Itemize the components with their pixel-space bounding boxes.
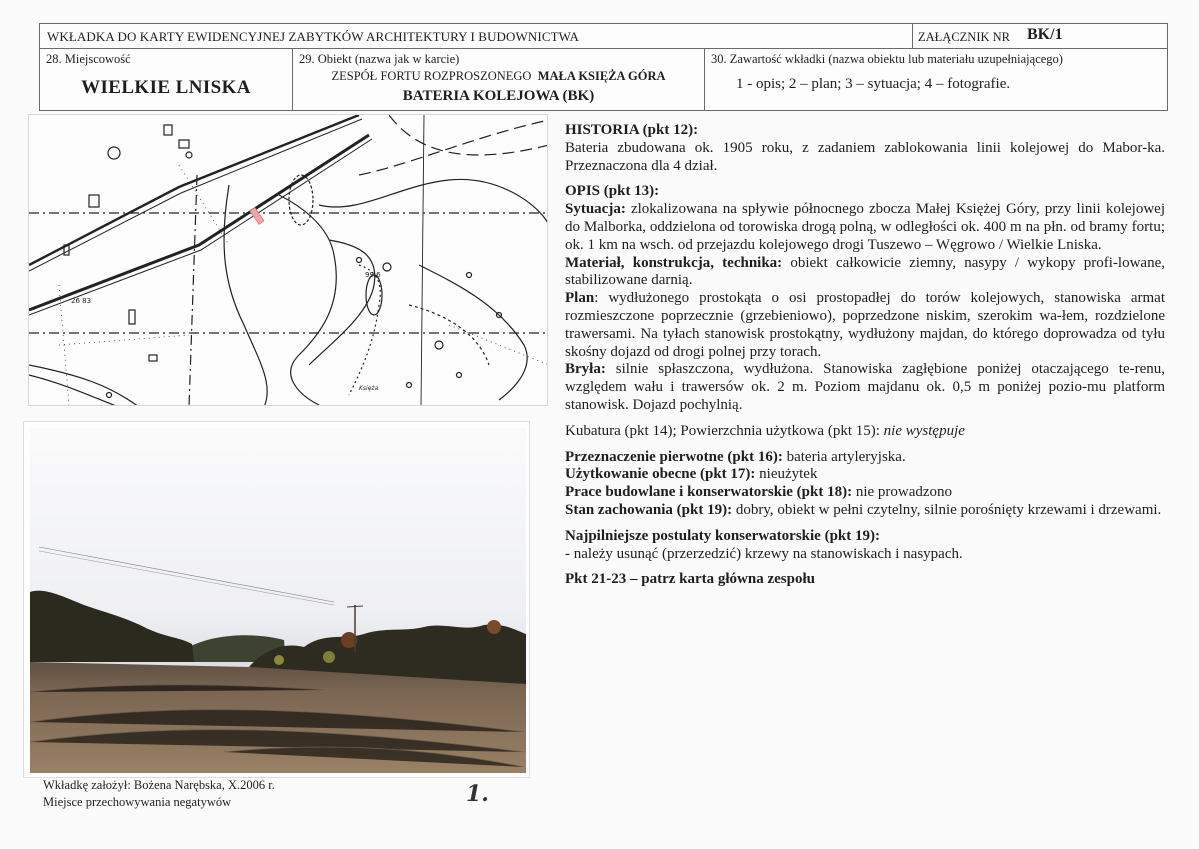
negatives-caption: Miejsce przechowywania negatywów <box>43 795 232 809</box>
map-elevation-label: 26 83 <box>71 297 92 305</box>
description-text <box>565 122 1165 589</box>
postulaty-text: - należy usunąć (przerzedzić) krzewy na stanowiskach i nasypach. <box>565 545 963 562</box>
form-title: WKŁADKA DO KARTY EWIDENCYJNEJ ZABYTKÓW ARCHITEKTURY I BUDOWNICTWA <box>47 29 580 44</box>
object-complex-name <box>293 69 704 84</box>
historia-heading: HISTORIA (pkt 12): <box>565 122 699 138</box>
bryla-paragraph <box>565 361 1165 414</box>
attachment-number: BK/1 <box>1027 26 1063 43</box>
map-drawing <box>29 115 548 406</box>
field-29-object <box>293 49 705 111</box>
material-paragraph <box>565 255 1165 291</box>
complex-prefix: ZESPÓŁ FORTU ROZPROSZONEGO <box>331 69 532 83</box>
stan-value: dobry, obiekt w pełni czytelny, silnie porośnięty krzewami i drzewami. <box>732 501 1162 518</box>
prace-value: nie prowadzono <box>852 484 953 501</box>
field-28-locality <box>40 49 293 111</box>
header-title-row <box>40 24 1167 49</box>
material-label: Materiał, konstrukcja, technika: <box>565 254 783 271</box>
przeznaczenie-label: Przeznaczenie pierwotne (pkt 16): <box>565 448 783 465</box>
material-text: obiekt całkowicie ziemny, nasypy / wykopy profi-lowane, stabilizowane darnią. <box>565 254 1165 289</box>
opis-heading: OPIS (pkt 13): <box>565 183 660 200</box>
sytuacja-paragraph <box>565 201 1165 254</box>
historia-text: Bateria zbudowana ok. 1905 roku, z zadaniem zablokowania linii kolejowej do Mabor-ka. Przeznaczona dla 4 dział. <box>565 139 1165 174</box>
field-29-label: 29. Obiekt (nazwa jak w karcie) <box>299 52 460 66</box>
bryla-label: Bryła: <box>565 361 606 378</box>
stan-label: Stan zachowania (pkt 19): <box>565 501 733 518</box>
attachment-label: ZAŁĄCZNIK NR <box>918 30 1011 44</box>
kubatura-text: Kubatura (pkt 14); Powierzchnia użytkowa (pkt 15): <box>565 422 884 439</box>
plan-label: Plan <box>565 290 595 307</box>
uzytkowanie-paragraph <box>565 466 1165 484</box>
contents-value: 1 - opis; 2 – plan; 3 – sytuacja; 4 – fotografie. <box>736 76 1011 92</box>
plan-paragraph <box>565 290 1165 361</box>
field-30-label: 30. Zawartość wkładki (nazwa obiektu lub materiału uzupełniającego) <box>711 52 1063 66</box>
object-name: BATERIA KOLEJOWA (BK) <box>402 88 595 104</box>
locality-value: WIELKIE LNISKA <box>81 77 251 98</box>
kubatura-value: nie występuje <box>883 422 965 439</box>
prace-paragraph <box>565 484 1165 502</box>
complex-name: MAŁA KSIĘŻA GÓRA <box>537 69 666 83</box>
field-28-label: 28. Miejscowość <box>46 52 131 66</box>
stan-paragraph <box>565 502 1165 520</box>
page-number-handwritten: 1. <box>466 781 489 807</box>
landscape-photo <box>24 422 530 778</box>
sytuacja-label: Sytuacja: <box>565 201 626 218</box>
site-photograph <box>23 421 530 778</box>
kubatura-paragraph <box>565 423 1165 441</box>
header-table <box>39 23 1168 111</box>
przeznaczenie-value: bateria artyleryjska. <box>782 448 906 465</box>
uzytkowanie-label: Użytkowanie obecne (pkt 17): <box>565 466 756 483</box>
przeznaczenie-paragraph <box>565 449 1165 467</box>
map-elevation-label-2: 99.6 <box>365 271 381 279</box>
plan-text: : wydłużonego prostokąta o osi prostopadłej do torów kolejowych, stanowiska armat rozmieszczone poprzecznie (grzebieniowo), poprzedzone niskim, szerokim wa-łem, rozdzielone trawersami. Na tyłach stanowisk prostokątny, wydłużony majdan, do którego doprowadza od tyłu skośny dojazd od drogi polnej przy torach. <box>565 290 1165 360</box>
uzytkowanie-value: nieużytek <box>755 466 818 483</box>
author-caption: Wkładkę założył: Bożena Narębska, X.2006 r. <box>43 778 275 792</box>
map-place-label: Księża <box>359 385 379 392</box>
field-30-contents <box>705 49 1169 111</box>
postulaty-heading: Najpilniejsze postulaty konserwatorskie (pkt 19): <box>565 527 880 544</box>
attachment-cell <box>912 24 1169 49</box>
footer-note: Pkt 21-23 – patrz karta główna zespołu <box>565 571 815 588</box>
bryla-text: silnie spłaszczona, wydłużona. Stanowiska zagłębione poniżej otaczającego te-renu, względem wału i trawersów ok. 2 m. Poziom majdanu ok. 0,5 m poniżej pozio-mu platform stanowisk. Dojazd pochylnią. <box>565 361 1165 413</box>
sytuacja-text: zlokalizowana na spływie północnego zbocza Małej Księżej Góry, przy linii kolejowej do Malborka, oddzielona od torowiska drogą polną, w odległości ok. 400 m na płn. od bramy fortu; ok. 1 km na wsch. od przejazdu kolejowego drogi Tuszewo – Węgrowo / Wielkie Lniska. <box>565 201 1165 253</box>
topographic-map <box>28 114 548 406</box>
prace-label: Prace budowlane i konserwatorskie (pkt 18): <box>565 484 853 501</box>
